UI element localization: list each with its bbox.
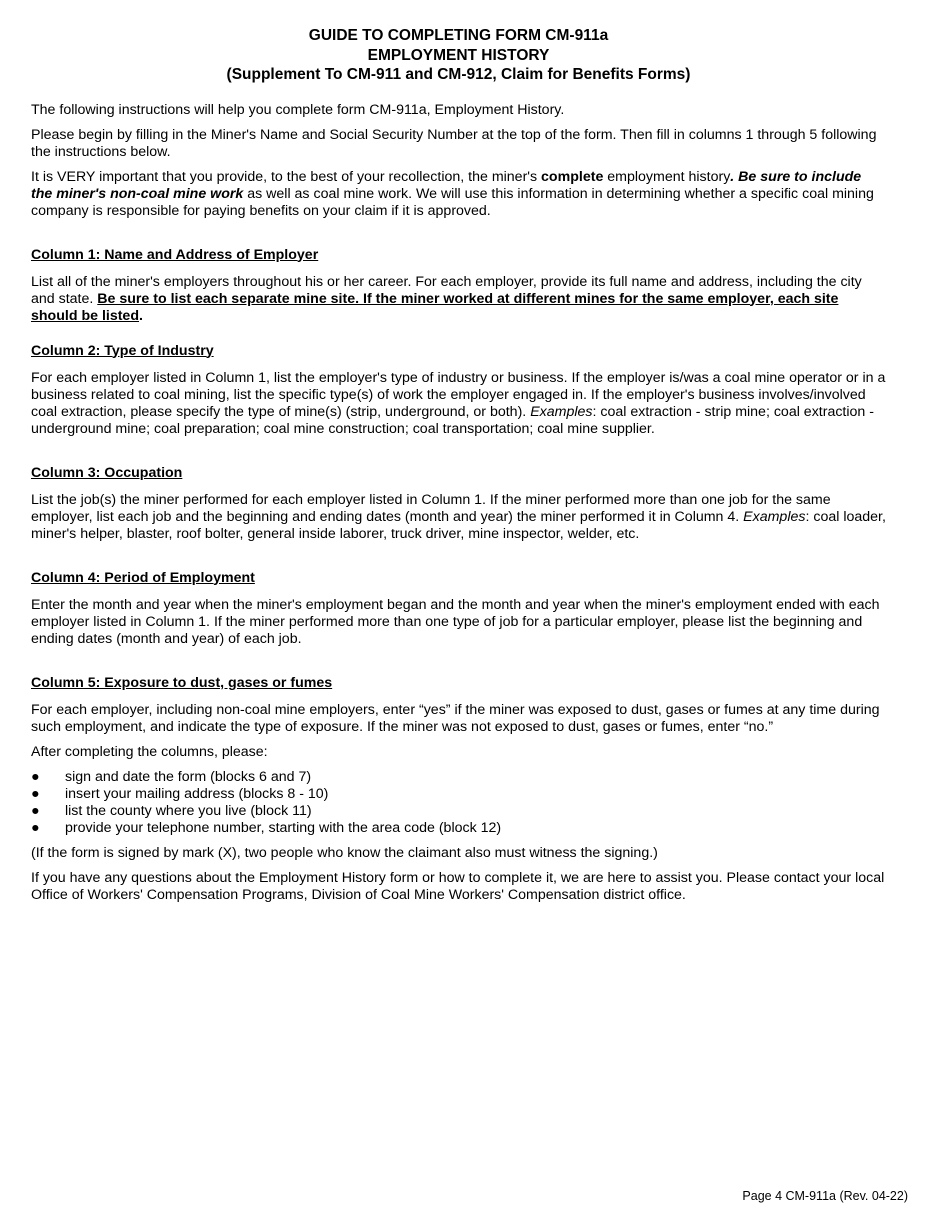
contact-paragraph: If you have any questions about the Employment History form or how to complete it, we are here to assist you. Please contact your local Office of Workers' Compensation Programs, Division of Coal Mine Workers' Compensation district office. [31, 869, 885, 903]
page-footer: Page 4 CM-911a (Rev. 04-22) [742, 1189, 908, 1203]
column-3-heading: Column 3: Occupation [31, 464, 183, 481]
column-1-emphasis: Be sure to list each separate mine site. If the miner worked at different mines for the same employer, each site should be listed [31, 290, 839, 324]
column-4-text: Enter the month and year when the miner's employment began and the month and year when the miner's employment ended with each employer listed in Column 1. If the miner performed more than one type of job for a particular employer, please list the beginning and ending dates (month and year) of each job. [31, 596, 880, 647]
list-item-text: provide your telephone number, starting with the area code (block 12) [65, 819, 502, 836]
intro-p3-text-c: employment history [603, 168, 731, 185]
mark-signature-note: (If the form is signed by mark (X), two people who know the claimant also must witness the signing.) [31, 844, 658, 861]
list-item-text: list the county where you live (block 11) [65, 802, 312, 819]
column-1-heading: Column 1: Name and Address of Employer [31, 246, 319, 263]
list-item [31, 803, 886, 820]
bullet-icon: ● [31, 785, 40, 802]
intro-paragraph-2: Please begin by filling in the Miner's Name and Social Security Number at the top of the form. Then fill in columns 1 through 5 following the instructions below. [31, 126, 877, 160]
document-page [31, 26, 886, 912]
after-completing-lead: After completing the columns, please: [31, 743, 268, 760]
column-5-text: For each employer, including non-coal mine employers, enter “yes” if the miner was exposed to dust, gases or fumes at any time during such employment, and indicate the type of exposure. If the miner was not exposed to dust, gases or fumes, enter “no.” [31, 701, 880, 735]
intro-paragraph-1: The following instructions will help you complete form CM-911a, Employment History. [31, 101, 565, 118]
intro-p3-text-e: as well as coal mine work. We will use this information in determining whether a specific coal mining company is responsible for paying benefits on your claim if it is approved. [31, 185, 874, 219]
bullet-icon: ● [31, 768, 40, 785]
column-3-body: List the job(s) the miner performed for each employer listed in Column 1. If the miner performed more than one job for the same employer, list each job and the beginning and ending dates (month and year) the miner performed it in Column 4. [31, 491, 831, 525]
list-item [31, 820, 886, 837]
column-1-body: List all of the miner's employers throughout his or her career. For each employer, provide its full name and address, including the city and state. [31, 273, 862, 307]
list-item-text: sign and date the form (blocks 6 and 7) [65, 768, 312, 785]
intro-p3-complete: complete [541, 168, 604, 185]
document-title [31, 26, 886, 85]
column-5-heading: Column 5: Exposure to dust, gases or fumes [31, 674, 333, 691]
column-2-text [31, 370, 886, 438]
column-3-examples: : coal loader, miner's helper, blaster, roof bolter, general inside laborer, truck driver, mine inspector, welder, etc. [31, 508, 886, 542]
list-item [31, 769, 886, 786]
intro-p3-text-a: It is VERY important that you provide, to the best of your recollection, the miner's [31, 168, 542, 185]
list-item [31, 786, 886, 803]
title-line-3: (Supplement To CM-911 and CM-912, Claim for Benefits Forms) [226, 66, 691, 83]
column-1-text [31, 274, 886, 325]
column-4-heading: Column 4: Period of Employment [31, 569, 255, 586]
column-2-body: For each employer listed in Column 1, list the employer's type of industry or business. If the employer is/was a coal mine operator or in a business related to coal mining, list the specific type(s) of work the employer engaged in. If the employer's business involves/involved coal extraction, please specify the type of mine(s) (strip, underground, or both). [31, 369, 886, 420]
column-3-examples-label: Examples [743, 508, 806, 525]
instruction-list [31, 769, 886, 837]
column-2-examples-label: Examples [530, 403, 593, 420]
column-1-end: . [139, 307, 143, 324]
bullet-icon: ● [31, 802, 40, 819]
bullet-icon: ● [31, 819, 40, 836]
intro-p3-emphasis: . Be sure to include the miner's non-coal mine work [31, 168, 862, 202]
list-item-text: insert your mailing address (blocks 8 - 10) [65, 785, 329, 802]
title-line-1: GUIDE TO COMPLETING FORM CM-911a [308, 27, 609, 44]
column-2-examples: : coal extraction - strip mine; coal extraction - underground mine; coal preparation; coal mine construction; coal transportation; coal mine supplier. [31, 403, 874, 437]
column-3-text [31, 492, 886, 543]
title-line-2: EMPLOYMENT HISTORY [367, 46, 550, 64]
column-2-heading: Column 2: Type of Industry [31, 342, 214, 359]
intro-paragraph-3 [31, 169, 886, 220]
